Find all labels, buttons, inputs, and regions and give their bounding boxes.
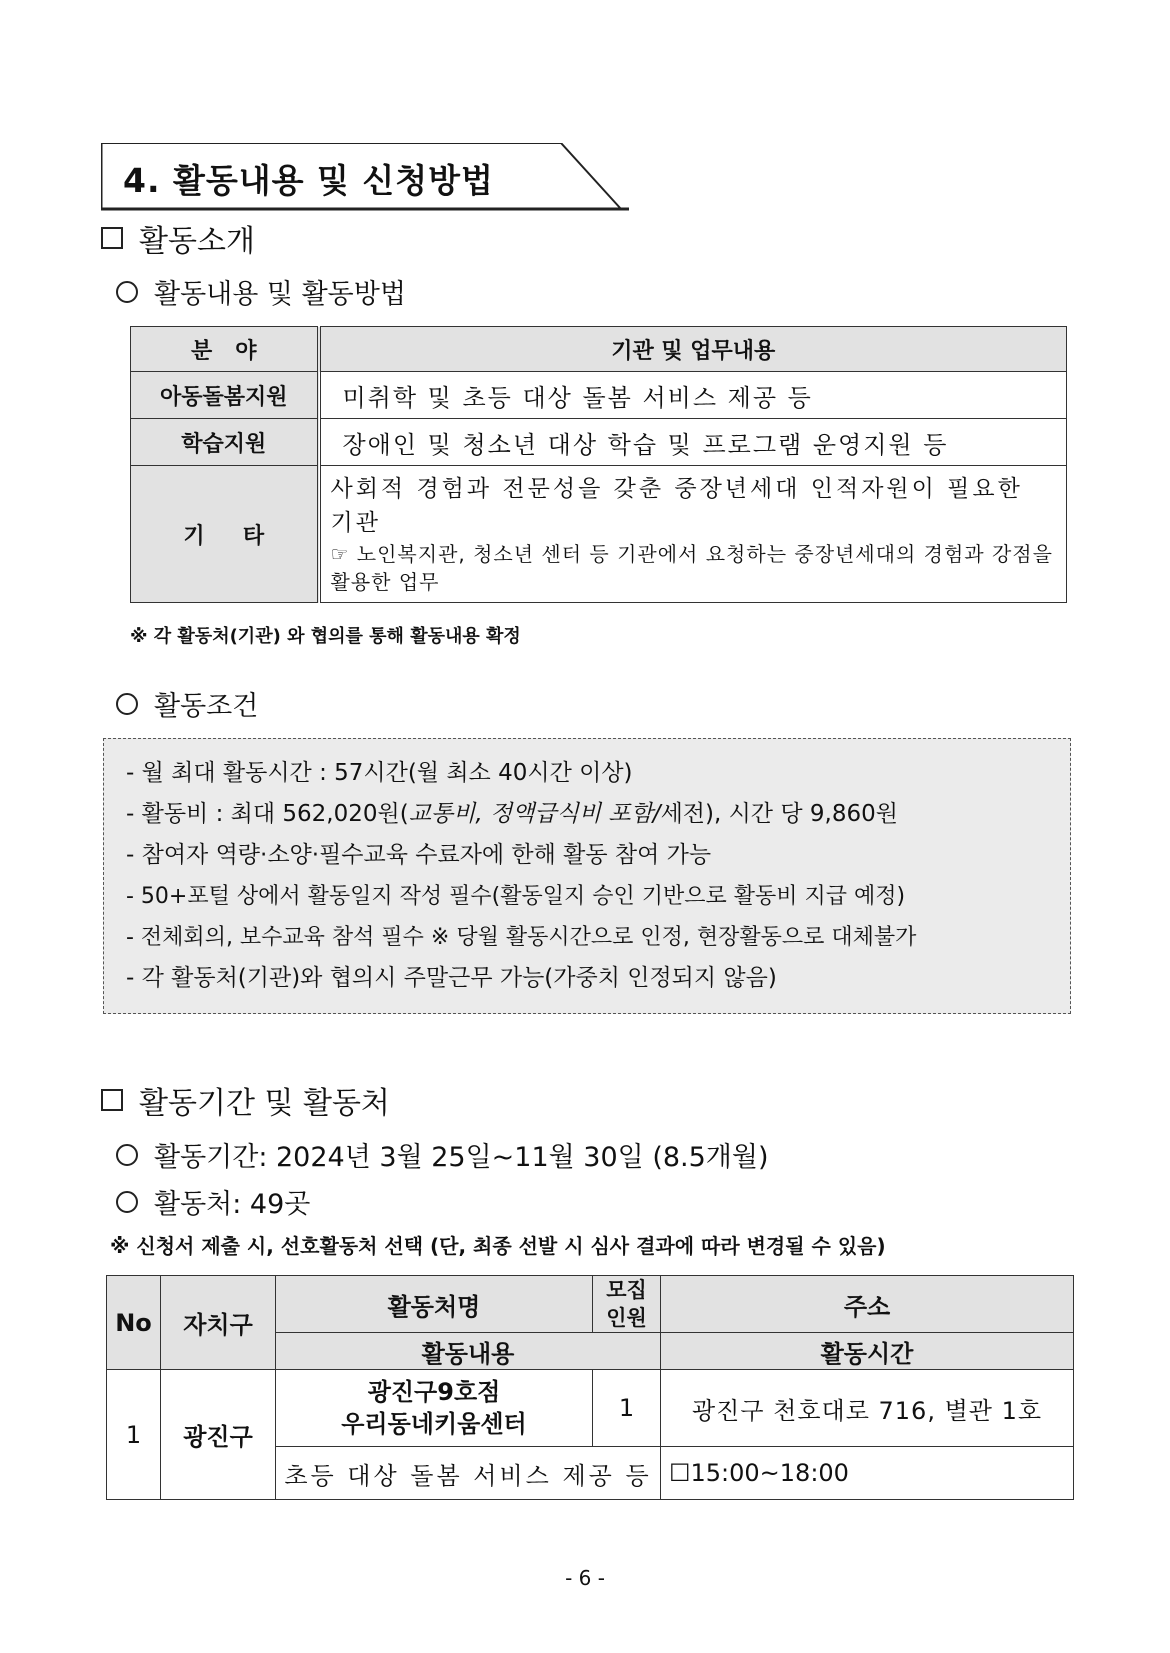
table-row xyxy=(107,1370,1074,1447)
table-header-row xyxy=(107,1276,1074,1333)
activity-place-table xyxy=(106,1275,1074,1500)
period-line-text: 활동기간: 2024년 3월 25일~11월 30일 (8.5개월) xyxy=(154,1142,769,1173)
condition-item xyxy=(104,917,1070,958)
row-recruit: 1 xyxy=(593,1370,661,1447)
activity-field-table xyxy=(130,326,1067,603)
condition-italic-text: 교통비, 정액급식비 포함/ xyxy=(408,801,661,827)
header-time: 활동시간 xyxy=(661,1333,1074,1370)
field-label: 학습지원 xyxy=(131,419,319,466)
header-place-name: 활동처명 xyxy=(276,1276,593,1333)
condition-text: - 전체회의, 보수교육 참석 필수 ※ 당월 활동시간으로 인정, 현장활동으로 대체불가 xyxy=(126,925,917,950)
intro-heading-text: 활동소개 xyxy=(139,224,255,259)
field-label: 기 타 xyxy=(131,466,319,603)
place-name-line: 광진구9호점 xyxy=(367,1378,501,1406)
etc-example: ☞ 노인복지관, 청소년 센터 등 기관에서 요청하는 중장년세대의 경험과 강점을 활용한 업무 xyxy=(330,542,1053,594)
condition-text: - 활동비 : 최대 562,020원( xyxy=(126,801,409,827)
table-row xyxy=(131,419,1067,466)
table-header-row xyxy=(131,327,1067,372)
field-content: 장애인 및 청소년 대상 학습 및 프로그램 운영지원 등 xyxy=(319,419,1067,466)
row-district: 광진구 xyxy=(161,1370,276,1500)
header-no: No xyxy=(107,1276,161,1370)
condition-text: - 참여자 역량·소양·필수교육 수료자에 한해 활동 참여 가능 xyxy=(126,842,712,868)
row-place-name xyxy=(276,1370,593,1447)
row-no: 1 xyxy=(107,1370,161,1500)
condition-item xyxy=(104,753,1070,794)
condition-item xyxy=(104,835,1070,876)
row-address: 광진구 천호대로 716, 별관 1호 xyxy=(661,1370,1074,1447)
header-field: 분 야 xyxy=(131,327,319,372)
row-time: ☐15:00~18:00 xyxy=(661,1447,1074,1500)
header-recruit xyxy=(593,1276,661,1333)
section-header xyxy=(101,143,631,211)
condition-text-post: 세전), 시간 당 9,860원 xyxy=(660,801,898,827)
row-content: 초등 대상 돌봄 서비스 제공 등 xyxy=(276,1447,661,1500)
field-label: 아동돌봄지원 xyxy=(131,372,319,419)
header-content: 활동내용 xyxy=(276,1333,661,1370)
places-line xyxy=(116,1182,310,1221)
intro-heading xyxy=(101,216,255,260)
etc-description: 사회적 경험과 전문성을 갖춘 중장년세대 인적자원이 필요한 기관 xyxy=(330,476,1023,536)
condition-item xyxy=(104,958,1070,999)
condition-item xyxy=(104,876,1070,917)
condition-text: - 월 최대 활동시간 : 57시간(월 최소 40시간 이상) xyxy=(126,760,633,786)
intro-note: ※ 각 활동처(기관) 와 협의를 통해 활동내용 확정 xyxy=(130,626,521,647)
condition-item xyxy=(104,794,1070,835)
field-content-etc xyxy=(319,466,1067,603)
header-recruit-line: 모집 xyxy=(606,1278,647,1302)
table-row xyxy=(131,372,1067,419)
place-name-line: 우리동네키움센터 xyxy=(341,1410,527,1438)
condition-text: - 각 활동처(기관)와 협의시 주말근무 가능(가중치 인정되지 않음) xyxy=(126,965,777,991)
conditions-heading xyxy=(116,684,258,723)
circle-bullet-icon xyxy=(116,1144,138,1166)
condition-text: - 50+포털 상에서 활동일지 작성 필수(활동일지 승인 기반으로 활동비 지급 예정) xyxy=(126,884,906,909)
header-district: 자치구 xyxy=(161,1276,276,1370)
circle-bullet-icon xyxy=(116,693,138,715)
circle-bullet-icon xyxy=(116,1191,138,1213)
intro-sub-heading xyxy=(116,272,406,311)
period-line xyxy=(116,1135,769,1174)
conditions-heading-text: 활동조건 xyxy=(154,691,259,722)
table-row xyxy=(131,466,1067,603)
period-heading-text: 활동기간 및 활동처 xyxy=(139,1086,390,1121)
header-address: 주소 xyxy=(661,1276,1074,1333)
checkbox-square-icon xyxy=(101,227,123,249)
header-recruit-line: 인원 xyxy=(606,1306,647,1330)
intro-sub-heading-text: 활동내용 및 활동방법 xyxy=(154,279,406,310)
circle-bullet-icon xyxy=(116,281,138,303)
page-number: - 6 - xyxy=(565,1566,605,1590)
conditions-box xyxy=(103,738,1071,1014)
checkbox-square-icon xyxy=(101,1089,123,1111)
places-line-text: 활동처: 49곳 xyxy=(154,1189,311,1220)
period-note: ※ 신청서 제출 시, 선호활동처 선택 (단, 최종 선발 시 심사 결과에 따라 변경될 수 있음) xyxy=(110,1234,886,1258)
field-content: 미취학 및 초등 대상 돌봄 서비스 제공 등 xyxy=(319,372,1067,419)
header-content: 기관 및 업무내용 xyxy=(319,327,1067,372)
section-title: 4. 활동내용 및 신청방법 xyxy=(123,161,494,200)
period-heading xyxy=(101,1078,390,1122)
